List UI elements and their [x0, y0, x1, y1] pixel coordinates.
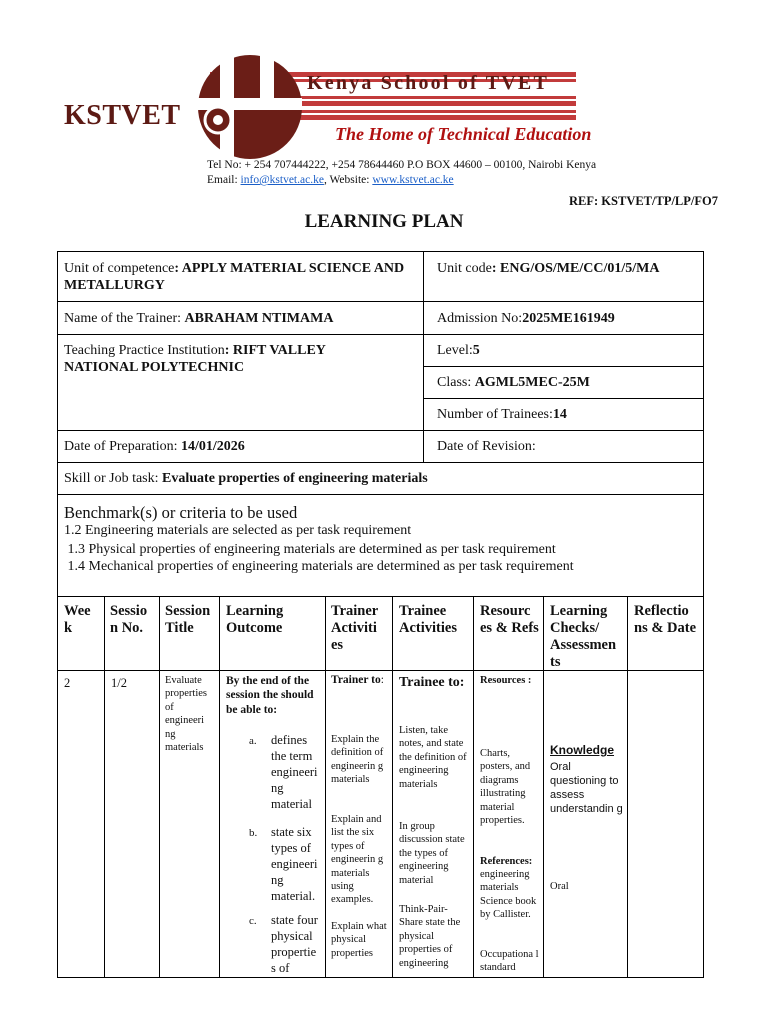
resources-text: Charts, posters, and diagrams illustrating material properties. [480, 748, 531, 827]
outcome-marker-a: a. [249, 735, 257, 747]
references-text: engineering materials Science book by Callister. [480, 869, 537, 921]
criteria-item: 1.4 Mechanical properties of engineering materials are determined as per task requirement [64, 559, 574, 574]
date-of-preparation: Date of Preparation: 14/01/2026 [64, 439, 245, 454]
trainer-name: Name of the Trainer: ABRAHAM NTIMAMA [64, 311, 334, 326]
checks-heading: Knowledge [550, 743, 615, 757]
col-header-session-title: Session Title [165, 603, 211, 636]
trainee-activity: Think-Pair-Share state the physical properties of engineering [399, 904, 461, 969]
number-of-trainees: Number of Trainees:14 [437, 407, 567, 422]
trainer-heading: Trainer to: [331, 674, 384, 686]
checks-oral: Oral [550, 881, 569, 892]
col-header-trainer-activities: Trainer Activiti es [331, 603, 378, 653]
document-title: LEARNING PLAN [304, 211, 464, 232]
logo-text: KSTVET [64, 100, 181, 131]
references-heading: References: [480, 856, 533, 867]
criteria-item: 1.3 Physical properties of engineering materials are determined as per task requirement [64, 542, 556, 557]
trainee-heading: Trainee to: [399, 675, 465, 690]
outcome-item-c: state four physical propertie s of [271, 913, 318, 975]
outcome-intro: By the end of the session the should be able to: [226, 675, 314, 716]
class: Class: AGML5MEC-25M [437, 375, 590, 390]
outcome-item-b: state six types of engineeri ng material. [271, 825, 318, 903]
cell-session-title: Evaluate properties of engineeri ng materials [165, 675, 207, 754]
trainee-activity: In group discussion state the types of engineering material [399, 821, 465, 886]
document-reference: REF: KSTVET/TP/LP/FO7 [569, 194, 718, 208]
col-header-week: Wee k [64, 603, 91, 636]
website-label: , Website: [323, 174, 373, 186]
col-header-learning-outcome: Learning Outcome [226, 603, 284, 636]
teaching-institution: Teaching Practice Institution: RIFT VALLEY NATIONAL POLYTECHNIC [64, 343, 326, 375]
references-more: Occupationa l standard [480, 949, 539, 974]
criteria-item: 1.2 Engineering materials are selected as per task requirement [64, 523, 412, 538]
cell-week: 2 [64, 676, 71, 690]
cell-session-no: 1/2 [111, 676, 127, 690]
outcome-marker-b: b. [249, 827, 258, 839]
col-header-reflections: Reflectio ns & Date [634, 603, 697, 636]
col-header-learning-checks: Learning Checks/ Assessmen ts [550, 603, 617, 670]
email-label: Email: [207, 174, 241, 186]
contact-email-website [207, 174, 454, 186]
col-header-session-no: Sessio n No. [110, 603, 148, 636]
unit-of-competence: Unit of competence: APPLY MATERIAL SCIENCE AND METALLURGY [64, 261, 405, 293]
date-of-revision: Date of Revision: [437, 439, 536, 454]
checks-text: Oral questioning to assess understandin g [550, 761, 623, 815]
org-tagline: The Home of Technical Education [335, 124, 592, 144]
trainer-activity: Explain and list the six types of engineerin g materials using examples. [331, 814, 384, 906]
skill-job-task: Skill or Job task: Evaluate properties of engineering materials [64, 471, 428, 486]
unit-code: Unit code: ENG/OS/ME/CC/01/5/MA [437, 261, 660, 276]
trainee-activity: Listen, take notes, and state the definition of engineering materials [399, 725, 467, 790]
trainer-activity: Explain the definition of engineerin g materials [331, 734, 384, 786]
col-header-resources: Resourc es & Refs [480, 603, 539, 636]
admission-no: Admission No:2025ME161949 [437, 311, 615, 326]
level: Level:5 [437, 343, 480, 358]
resources-heading: Resources : [480, 675, 532, 686]
outcome-marker-c: c. [249, 915, 257, 927]
email-link[interactable]: info@kstvet.ac.ke [240, 174, 324, 186]
website-link[interactable]: www.kstvet.ac.ke [372, 174, 454, 186]
org-name: Kenya School of TVET [307, 72, 549, 94]
benchmark-title: Benchmark(s) or criteria to be used [64, 503, 298, 522]
outcome-item-a: defines the term engineeri ng material [271, 733, 318, 811]
col-header-trainee-activities: Trainee Activities [399, 603, 457, 636]
trainer-activity: Explain what physical properties [331, 921, 387, 959]
contact-phone-address: Tel No: + 254 707444222, +254 78644460 P.O BOX 44600 – 00100, Nairobi Kenya [207, 159, 597, 171]
